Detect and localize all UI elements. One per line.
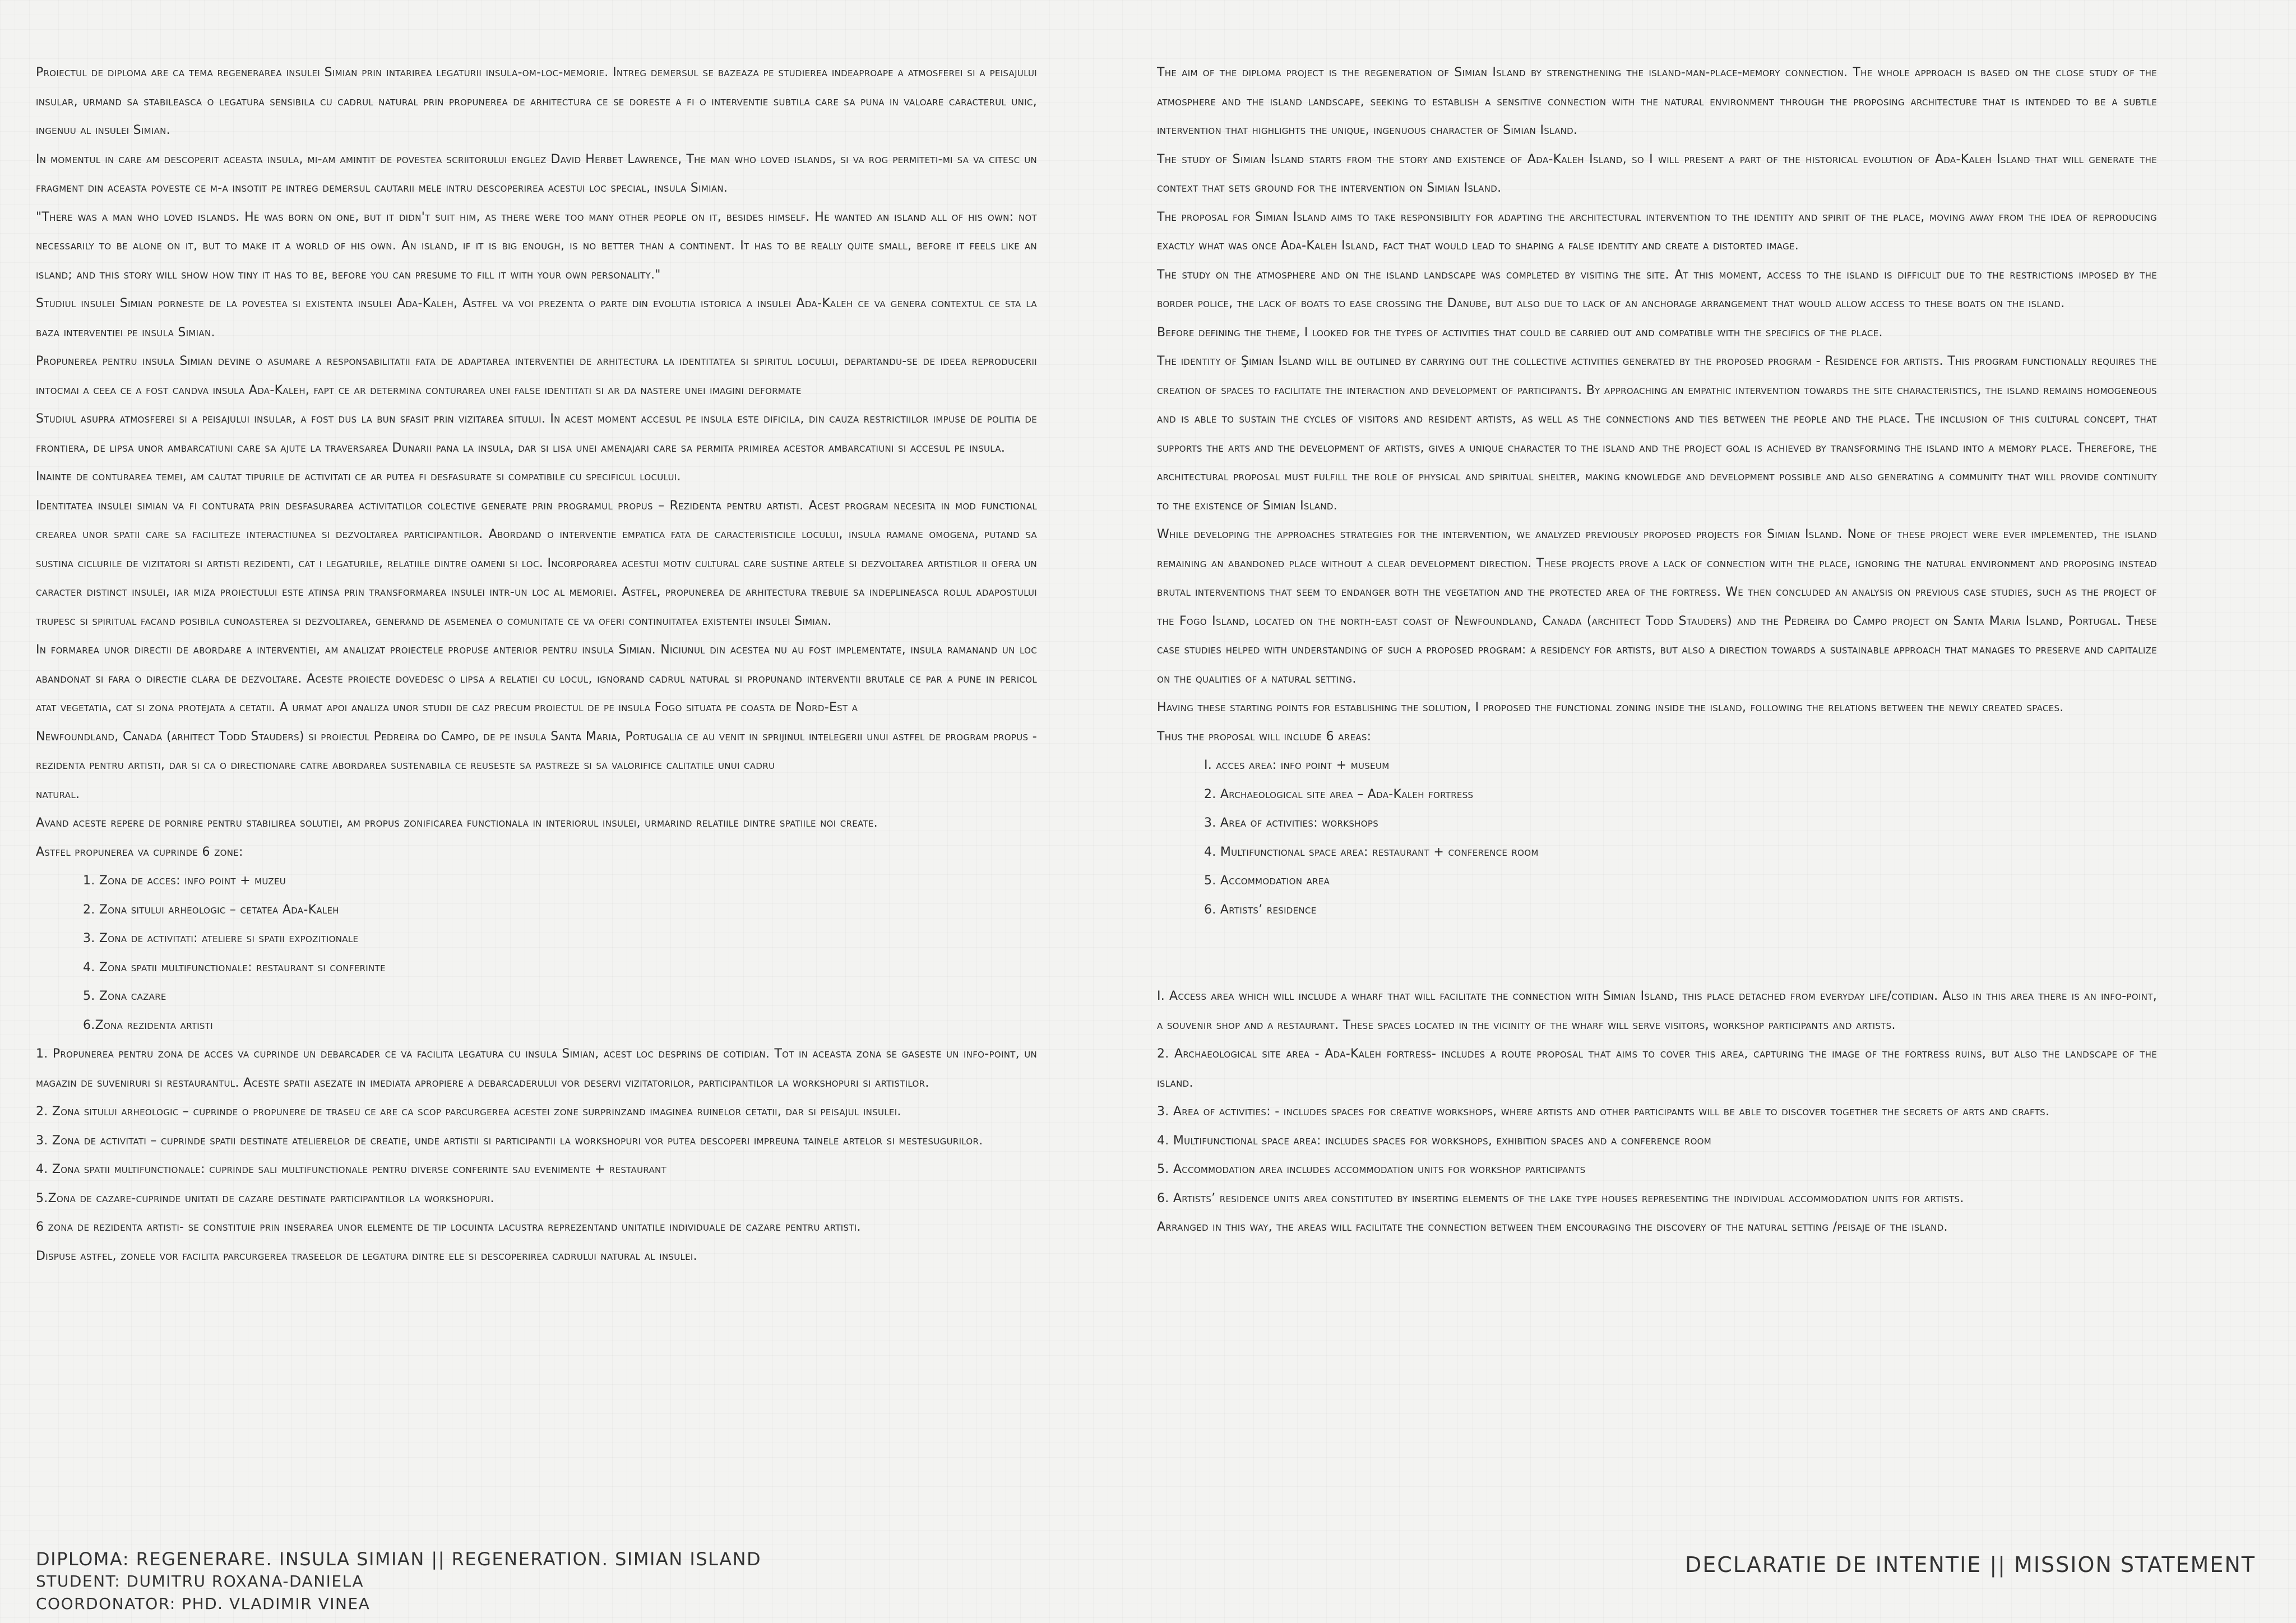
paragraph: Avand aceste repere de pornire pentru stabilirea solutiei, am propus zonificarea functionala in interiorul insulei, urmarind relatiile dintre spatiile noi create. bbox=[36, 816, 878, 830]
diploma-title: DIPLOMA: REGENERARE. INSULA SIMIAN || REGENERATION. SIMIAN ISLAND bbox=[36, 1548, 762, 1570]
paragraph: 5.Zona de cazare-cuprinde unitati de cazare destinate participantilor la workshopuri. bbox=[36, 1191, 494, 1205]
project-info bbox=[36, 1548, 761, 1615]
paragraph: 6. Artists’ residence units area constituted by inserting elements of the lake type houses representing the individual accommodation units for artists. bbox=[1157, 1191, 1964, 1205]
paragraph: Astfel propunerea va cuprinde 6 zone: bbox=[36, 845, 243, 859]
list-item: 4. Zona spatii multifunctionale: restaurant si conferinte bbox=[83, 960, 386, 975]
paragraph: Studiul insulei Simian porneste de la povestea si existenta insulei Ada-Kaleh, Astfel va voi prezenta o parte din evolutia istorica a insulei Ada-Kaleh ce va genera contextul ce sta la baza interventiei pe insula Simian. bbox=[36, 296, 1037, 340]
romanian-intro bbox=[36, 58, 1037, 866]
paragraph: 4. Zona spatii multifunctionale: cuprinde sali multifunctionale pentru diverse conferinte sau evenimente + restaurant bbox=[36, 1162, 667, 1176]
paragraph: Proiectul de diploma are ca tema regenerarea insulei Simian prin intarirea legaturii insula-om-loc-memorie. Intreg demersul se bazeaza pe studierea indeaproape a atmosferei si a peisajului insular, urmand sa stabileasca o legatura sensibila cu cadrul natural prin propunerea de arhitectura ce se doreste a fi o interventie subtila care sa puna in valoare caracterul unic, ingenuu al insulei Simian. bbox=[36, 66, 1037, 137]
paragraph: In momentul in care am descoperit aceasta insula, mi-am amintit de povestea scriitorului englez David Herbet Lawrence, The man who loved islands, si va rog permiteti-mi sa va citesc un fragment din aceasta poveste ce m-a insotit pe intreg demersul cautarii mele intru descoperirea acestui loc special, insula Simian. bbox=[36, 152, 1037, 195]
paragraph: The aim of the diploma project is the regeneration of Simian Island by strengthening the island-man-place-memory connection. The whole approach is based on the close study of the atmosphere and the island landscape, seeking to establish a sensitive connection with the natural environment through the proposing architecture that is intended to be a subtle intervention that highlights the unique, ingenuous character of Simian Island. bbox=[1157, 66, 2157, 137]
english-text-column bbox=[1157, 58, 2157, 1242]
romanian-zones-description bbox=[36, 1040, 1037, 1270]
paragraph: The proposal for Simian Island aims to take responsibility for adapting the architectural intervention to the identity and spirit of the place, moving away from the idea of reproducing exactly what was once Ada-Kaleh Island, fact that would lead to shaping a false identity and create a distorted image. bbox=[1157, 210, 2157, 253]
list-item: 6. Artists’ residence bbox=[1204, 902, 1317, 917]
paragraph: 3. Zona de activitati – cuprinde spatii destinate atelierelor de creatie, unde artistii si participantii la workshopuri vor putea descoperi impreuna tainele artelor si mestesugurilor. bbox=[36, 1133, 983, 1148]
list-item: 4. Multifunctional space area: restaurant + conference room bbox=[1204, 845, 1539, 859]
list-item: 6.Zona rezidenta artisti bbox=[83, 1018, 213, 1032]
english-areas-description bbox=[1157, 982, 2157, 1242]
english-intro bbox=[1157, 58, 2157, 751]
student-name: STUDENT: DUMITRU ROXANA-DANIELA bbox=[36, 1572, 364, 1590]
list-item: I. acces area: info point + museum bbox=[1204, 758, 1390, 772]
paragraph: 1. Propunerea pentru zona de acces va cuprinde un debarcader ce va facilita legatura cu insula Simian, acest loc desprins de cotidian. Tot in aceasta zona se gaseste un info-point, un magazin de suveniruri si restaurantul. Aceste spatii asezate in imediata apropiere a debarcaderului vor deservi vizitatorilor, participantilor la workshopuri si artistilor. bbox=[36, 1047, 1037, 1090]
paragraph: I. Access area which will include a wharf that will facilitate the connection with Simian Island, this place detached from everyday life/cotidian. Also in this area there is an info-point, a souvenir shop and a restaurant. These spaces located in the vicinity of the wharf will serve visitors, workshop participants and artists. bbox=[1157, 989, 2157, 1032]
paragraph: Newfoundland, Canada (arhitect Todd Stauders) si proiectul Pedreira do Campo, de pe insula Santa Maria, Portugalia ce au venit in sprijinul intelegerii unui astfel de program propus - rezidenta pentru artisti, dar si ca o directionare catre abordarea sustenabila ce reuseste sa pastreze si sa valorifice calitatile unui cadru bbox=[36, 729, 1037, 772]
paragraph: The study on the atmosphere and on the island landscape was completed by visiting the site. At this moment, access to the island is difficult due to the restrictions imposed by the border police, the lack of boats to ease crossing the Danube, but also due to lack of an anchorage arrangement that would allow access to these boats on the island. bbox=[1157, 267, 2157, 310]
paragraph: 4. Multifunctional space area: includes spaces for workshops, exhibition spaces and a conference room bbox=[1157, 1133, 1712, 1148]
paragraph: Before defining the theme, I looked for the types of activities that could be carried out and compatible with the specifics of the place. bbox=[1157, 325, 1883, 340]
romanian-text-column bbox=[36, 58, 1037, 1270]
list-item: 2. Zona sitului arheologic – cetatea Ada-Kaleh bbox=[83, 902, 339, 917]
paragraph: Dispuse astfel, zonele vor facilita parcurgerea traseelor de legatura dintre ele si descoperirea cadrului natural al insulei. bbox=[36, 1249, 697, 1263]
coordinator-name: COORDONATOR: PHD. VLADIMIR VINEA bbox=[36, 1594, 371, 1613]
list-item: 2. Archaeological site area – Ada-Kaleh fortress bbox=[1204, 787, 1474, 801]
paragraph: Propunerea pentru insula Simian devine o asumare a responsabilitatii fata de adaptarea interventiei de arhitectura la identitatea si spiritul locului, departandu-se de ideea reproducerii intocmai a ceea ce a fost candva insula Ada-Kaleh, fapt ce ar determina conturarea unei false identitati si ar da nastere unei imagini deformate bbox=[36, 354, 1037, 397]
paragraph: "There was a man who loved islands. He was born on one, but it didn't suit him, as there were too many other people on it, besides himself. He wanted an island all of his own: not necessarily to be alone on it, but to make it a world of his own. An island, if it is big enough, is no better than a continent. It has to be really quite small, before it feels like an island; and this story will show how tiny it has to be, before you can presume to fill it with your own personality." bbox=[36, 210, 1037, 282]
mission-statement-title: DECLARATIE DE INTENTIE || MISSION STATEMENT bbox=[1684, 1552, 2256, 1577]
paragraph: Thus the proposal will include 6 areas: bbox=[1157, 729, 1372, 744]
paragraph: In formarea unor directii de abordare a interventiei, am analizat proiectele propuse anterior pentru insula Simian. Niciunul din acestea nu au fost implementate, insula ramanand un loc abandonat si fara o directie clara de dezvoltare. Aceste proiecte dovedesc o lipsa a relatiei cu locul, ignorand cadrul natural si propunand interventii brutale ce par a pune in pericol atat vegetatia, cat si zona protejata a cetatii. A urmat apoi analiza unor studii de caz precum proiectul de pe insula Fogo situata pe coasta de Nord-Est a bbox=[36, 643, 1037, 715]
list-item: 3. Area of activities: workshops bbox=[1204, 816, 1379, 830]
list-item: 5. Zona cazare bbox=[83, 989, 166, 1003]
spacer bbox=[1157, 924, 2157, 982]
romanian-zones-list bbox=[36, 866, 1037, 1040]
paragraph: 3. Area of activities: - includes spaces for creative workshops, where artists and other participants will be able to discover together the secrets of arts and crafts. bbox=[1157, 1105, 2050, 1119]
paragraph: Arranged in this way, the areas will facilitate the connection between them encouraging the discovery of the natural setting /peisaje of the island. bbox=[1157, 1220, 1948, 1234]
list-item: 3. Zona de activitati: ateliere si spatii expozitionale bbox=[83, 931, 359, 945]
paragraph: Having these starting points for establishing the solution, I proposed the functional zoning inside the island, following the relations between the newly created spaces. bbox=[1157, 701, 2064, 715]
paragraph: 2. Archaeological site area - Ada-Kaleh fortress- includes a route proposal that aims to cover this area, capturing the image of the fortress ruins, but also the landscape of the island. bbox=[1157, 1047, 2157, 1090]
paragraph: Identitatea insulei simian va fi conturata prin desfasurarea activitatilor colective generate prin programul propus – Rezidenta pentru artisti. Acest program necesita in mod functional crearea unor spatii care sa faciliteze interactiunea si dezvoltarea participantilor. Abordand o interventie empatica fata de caracteristicile locului, insula ramane omogena, putand sa sustina ciclurile de vizitatori si artisti rezidenti, cat i legaturile, relatiile dintre oameni si loc. Incorporarea acestui motiv cultural care sustine artele si dezvoltarea artistilor ii ofera un caracter distinct insulei, iar miza proiectului este atinsa prin transformarea insulei intr-un loc al memoriei. Astfel, propunerea de arhitectura trebuie sa indeplineasca rolul adapostului trupesc si spiritual facand posibila cunoasterea si dezvoltarea, generand de asemenea o comunitate ce va oferi continuitatea existentei insulei Simian. bbox=[36, 498, 1037, 628]
paragraph: natural. bbox=[36, 787, 80, 801]
list-item: 1. Zona de acces: info point + muzeu bbox=[83, 874, 286, 888]
english-areas-list bbox=[1157, 751, 2157, 924]
list-item: 5. Accommodation area bbox=[1204, 874, 1330, 888]
paragraph: Inainte de conturarea temei, am cautat tipurile de activitati ce ar putea fi desfasurate si compatibile cu specificul locului. bbox=[36, 470, 681, 484]
paragraph: The identity of Şimian Island will be outlined by carrying out the collective activities generated by the proposed program - Residence for artists. This program functionally requires the creation of spaces to facilitate the interaction and development of participants. By approaching an empathic intervention towards the site characteristics, the island remains homogeneous and is able to sustain the cycles of visitors and resident artists, as well as the connections and ties between the people and the place. The inclusion of this cultural concept, that supports the arts and the development of artists, gives a unique character to the island and the project goal is achieved by transforming the island into a memory place. Therefore, the architectural proposal must fulfill the role of physical and spiritual shelter, making knowledge and development possible and also generating a community that will provide continuity to the existence of Simian Island. bbox=[1157, 354, 2157, 513]
paragraph: 5. Accommodation area includes accommodation units for workshop participants bbox=[1157, 1162, 1586, 1176]
paragraph: The study of Simian Island starts from the story and existence of Ada-Kaleh Island, so I will present a part of the historical evolution of Ada-Kaleh Island that will generate the context that sets ground for the intervention on Simian Island. bbox=[1157, 152, 2157, 195]
paragraph: Studiul asupra atmosferei si a peisajului insular, a fost dus la bun sfasit prin vizitarea sitului. In acest moment accesul pe insula este dificila, din cauza restrictiilor impuse de politia de frontiera, de lipsa unor ambarcatiuni care sa ajute la traversarea Dunarii pana la insula, dar si lisa unei amenajari care sa permita primirea acestor ambarcatiuni si accesul pe insula. bbox=[36, 412, 1037, 455]
paragraph: While developing the approaches strategies for the intervention, we analyzed previously proposed projects for Simian Island. None of these project were ever implemented, the island remaining an abandoned place without a clear development direction. These projects prove a lack of connection with the place, ignoring the natural environment and proposing instead brutal interventions that seem to endanger both the vegetation and the protected area of the fortress. We then concluded an analysis on previous case studies, such as the project of the Fogo Island, located on the north-east coast of Newfoundland, Canada (architect Todd Stauders) and the Pedreira do Campo project on Santa Maria Island, Portugal. These case studies helped with understanding of such a proposed program: a residency for artists, but also a direction towards a sustainable approach that manages to preserve and capitalize on the qualities of a natural setting. bbox=[1157, 527, 2158, 686]
paragraph: 6 zona de rezidenta artisti- se constituie prin inserarea unor elemente de tip locuinta lacustra reprezentand unitatile individuale de cazare pentru artisti. bbox=[36, 1220, 861, 1234]
paragraph: 2. Zona sitului arheologic – cuprinde o propunere de traseu ce are ca scop parcurgerea acestei zone surprinzand imaginea ruinelor cetatii, dar si peisajul insulei. bbox=[36, 1105, 901, 1119]
